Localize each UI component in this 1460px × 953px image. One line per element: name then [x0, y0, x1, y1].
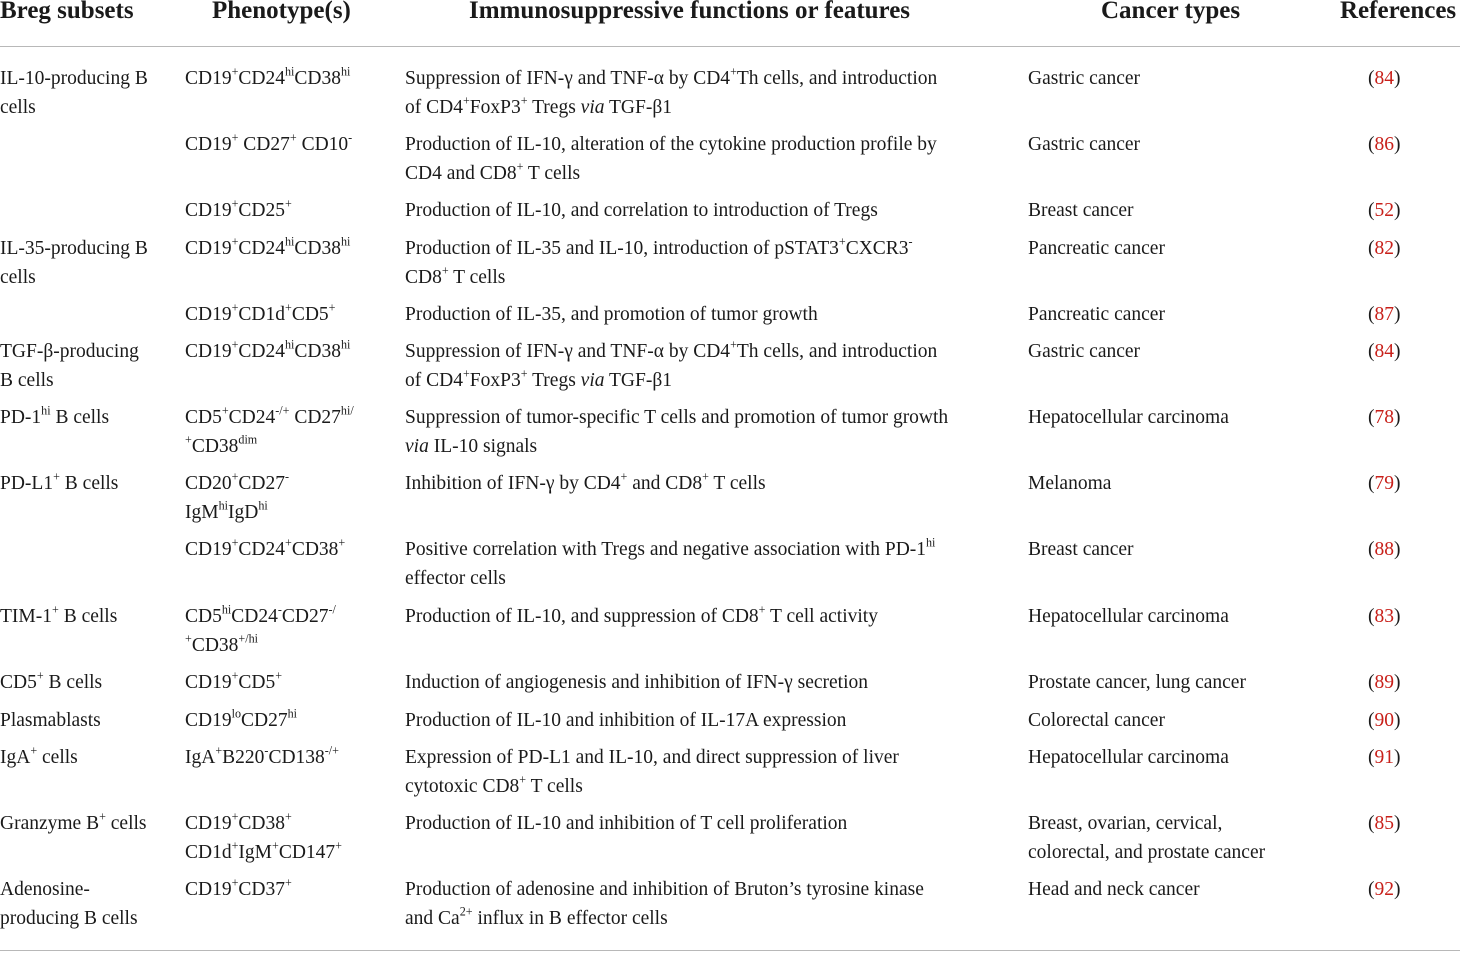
function-cell	[405, 337, 937, 395]
phenotype-cell-line: CD5+CD24-/+ $CD27^{hi/}$	[185, 403, 354, 428]
cancer-type-cell	[1028, 469, 1111, 498]
breg-subset-cell	[0, 706, 101, 735]
phenotype-cell	[185, 706, 297, 735]
reference-link[interactable]: 86	[1374, 134, 1394, 155]
breg-subset-cell	[0, 668, 102, 697]
phenotype-cell-line: CD19+CD37+	[185, 875, 292, 900]
function-cell-line: Suppression of IFN-γ and TNF-α by CD4+Th cells, and introduction	[405, 64, 938, 89]
cancer-type-cell-line: Colorectal cancer	[1028, 710, 1165, 731]
breg-subset-cell-line: producing B cells	[0, 908, 138, 929]
phenotype-cell	[185, 602, 336, 660]
breg-subset-cell-line: TGF-β-producing	[0, 341, 139, 362]
reference-link[interactable]: 85	[1374, 813, 1394, 834]
breg-subset-cell	[0, 469, 118, 498]
reference-link[interactable]: 84	[1374, 68, 1394, 89]
function-cell	[405, 64, 937, 122]
breg-subset-cell-line: Adenosine-	[0, 879, 90, 900]
reference-link[interactable]: 92	[1374, 879, 1394, 900]
cancer-type-cell	[1028, 706, 1165, 735]
cancer-type-cell-line: Gastric cancer	[1028, 134, 1141, 155]
phenotype-cell-line: $CD5^{hi}CD24^-CD27^{-/}$	[185, 602, 336, 627]
reference-link[interactable]: 82	[1374, 238, 1394, 259]
cancer-type-cell	[1028, 602, 1229, 631]
phenotype-cell	[185, 234, 350, 263]
reference-cell: (88)	[1368, 539, 1401, 560]
function-cell-line: Production of IL-10 and inhibition of IL-17A expression	[405, 710, 847, 731]
breg-subset-cell-line: cells	[0, 267, 36, 288]
phenotype-cell	[185, 875, 292, 904]
breg-subset-cell	[0, 64, 148, 122]
function-cell	[405, 130, 937, 188]
cancer-type-cell	[1028, 743, 1229, 772]
cancer-type-cell-line: Gastric cancer	[1028, 341, 1141, 362]
header-cancer-types: Cancer types	[1101, 0, 1241, 24]
cancer-type-cell-line: Head and neck cancer	[1028, 879, 1200, 900]
phenotype-cell-line: $CD19^+CD24^{hi}CD38^{hi}$	[185, 64, 351, 89]
phenotype-cell-line: CD19+CD1d+CD5+	[185, 300, 336, 325]
function-cell-line: of CD4+FoxP3+ Tregs via TGF-β1	[405, 366, 673, 391]
table-header	[0, 0, 1460, 47]
cancer-type-cell	[1028, 668, 1246, 697]
function-cell-line: Production of IL-35 and IL-10, introduction of pSTAT3+CXCR3-	[405, 234, 913, 259]
cancer-type-cell-line: Hepatocellular carcinoma	[1028, 747, 1229, 768]
breg-subset-cell-line: B cells	[0, 370, 54, 391]
breg-subset-cell	[0, 403, 109, 432]
cancer-type-cell	[1028, 300, 1165, 329]
function-cell-line: via IL-10 signals	[405, 436, 538, 457]
reference-link[interactable]: 83	[1374, 606, 1394, 627]
cancer-type-cell	[1028, 196, 1134, 225]
function-cell	[405, 875, 924, 933]
reference-link[interactable]: 88	[1374, 539, 1394, 560]
reference-cell: (92)	[1368, 879, 1401, 900]
reference-link[interactable]: 78	[1374, 407, 1394, 428]
header-functions: Immunosuppressive functions or features	[469, 0, 911, 24]
cancer-type-cell-line: Melanoma	[1028, 473, 1112, 494]
phenotype-cell	[185, 300, 335, 329]
cancer-type-cell	[1028, 337, 1140, 366]
breg-subset-cell-line: IL-35-producing B	[0, 238, 148, 259]
function-cell-line: Suppression of tumor-specific T cells and promotion of tumor growth	[405, 407, 949, 428]
phenotype-cell-line: $CD19^+CD24^{hi}CD38^{hi}$	[185, 337, 351, 362]
cancer-type-cell	[1028, 535, 1134, 564]
function-cell	[405, 706, 846, 735]
breg-subset-cell-line: TIM-1+ B cells	[0, 602, 118, 627]
header-references: References	[1340, 0, 1457, 24]
cancer-type-cell-line: Pancreatic cancer	[1028, 238, 1165, 259]
breg-subset-cell	[0, 337, 139, 395]
cancer-type-cell	[1028, 64, 1140, 93]
reference-link[interactable]: 91	[1374, 747, 1394, 768]
phenotype-cell-line: $^+CD38^{+/hi}$	[185, 631, 258, 656]
function-cell-line: Production of IL-10, and correlation to introduction of Tregs	[405, 200, 878, 221]
phenotype-cell	[185, 64, 350, 93]
function-cell-line: Inhibition of IFN-γ by CD4+ and CD8+ T cells	[405, 469, 766, 494]
breg-subset-cell-line: PD-L1+ B cells	[0, 469, 119, 494]
function-cell-line: Production of IL-10, and suppression of CD8+ T cell activity	[405, 602, 878, 627]
function-cell	[405, 743, 899, 801]
function-cell	[405, 809, 847, 838]
breg-subset-cell-line: IL-10-producing B	[0, 68, 148, 89]
function-cell-line: Production of IL-10 and inhibition of T cell proliferation	[405, 813, 848, 834]
reference-cell: (91)	[1368, 747, 1401, 768]
function-cell	[405, 234, 913, 292]
phenotype-cell-line: CD19+CD24+CD38+	[185, 535, 346, 560]
reference-cell: (89)	[1368, 672, 1401, 693]
cancer-type-cell-line: Prostate cancer, lung cancer	[1028, 672, 1246, 693]
cancer-type-cell-line: Hepatocellular carcinoma	[1028, 606, 1229, 627]
cancer-type-cell-line: Breast cancer	[1028, 200, 1134, 221]
function-cell-line: CD4 and CD8+ T cells	[405, 159, 581, 184]
phenotype-cell	[185, 469, 289, 527]
phenotype-cell-line: IgM$^{hi}$IgD$^{hi}$	[185, 498, 268, 523]
cancer-type-cell-line: Breast cancer	[1028, 539, 1134, 560]
function-cell-line: Production of IL-10, alteration of the cytokine production profile by	[405, 134, 937, 155]
phenotype-cell-line: CD19+CD5+	[185, 668, 283, 693]
phenotype-cell-line: $^+CD38^{dim}$	[185, 432, 258, 457]
header-phenotypes: Phenotype(s)	[212, 0, 351, 24]
function-cell-line: Suppression of IFN-γ and TNF-α by CD4+Th cells, and introduction	[405, 337, 938, 362]
reference-link[interactable]: 84	[1374, 341, 1394, 362]
phenotype-cell	[185, 743, 339, 772]
function-cell-line: effector cells	[405, 568, 506, 589]
function-cell-line: Expression of PD-L1 and IL-10, and direct suppression of liver	[405, 747, 899, 768]
reference-link[interactable]: 90	[1374, 710, 1394, 731]
breg-subset-cell-line: Plasmablasts	[0, 710, 101, 731]
breg-subset-cell	[0, 743, 78, 772]
phenotype-cell-line: IgA+B220-CD138-/+	[185, 743, 339, 768]
function-cell-line: Positive correlation with Tregs and negative association with $PD-1^{hi}$	[405, 535, 936, 560]
reference-cell: (83)	[1368, 606, 1401, 627]
function-cell	[405, 469, 766, 498]
reference-link[interactable]: 87	[1374, 304, 1394, 325]
phenotype-cell	[185, 196, 292, 225]
breg-subset-cell-line: $PD-1^{hi}$ B cells	[0, 403, 110, 428]
breg-subset-cell-line: CD5+ B cells	[0, 668, 103, 693]
breg-subset-cell	[0, 809, 147, 838]
function-cell	[405, 535, 935, 593]
phenotype-cell-line: $CD19^{lo}CD27^{hi}$	[185, 706, 297, 731]
function-cell	[405, 668, 868, 697]
reference-link[interactable]: 52	[1374, 200, 1394, 221]
breg-subset-cell	[0, 602, 117, 631]
cancer-type-cell-line: Pancreatic cancer	[1028, 304, 1165, 325]
function-cell-line: Production of adenosine and inhibition of Bruton’s tyrosine kinase	[405, 879, 924, 900]
bottom-rule	[0, 950, 1460, 951]
phenotype-cell	[185, 668, 282, 697]
reference-cell: (79)	[1368, 473, 1401, 494]
phenotype-cell-line: CD20+CD27-	[185, 469, 290, 494]
reference-cell: (82)	[1368, 238, 1401, 259]
function-cell-line: and $Ca^{2+}$ influx in B effector cells	[405, 904, 668, 929]
cancer-type-cell-line: Breast, ovarian, cervical,	[1028, 813, 1223, 834]
reference-cell: (84)	[1368, 341, 1401, 362]
reference-link[interactable]: 89	[1374, 672, 1394, 693]
breg-subset-cell	[0, 234, 148, 292]
cancer-type-cell-line: Gastric cancer	[1028, 68, 1141, 89]
cancer-type-cell	[1028, 403, 1229, 432]
phenotype-cell-line: CD19+CD25+	[185, 196, 292, 221]
reference-cell: (90)	[1368, 710, 1401, 731]
phenotype-cell	[185, 403, 354, 461]
breg-subset-cell-line: Granzyme B+ cells	[0, 809, 147, 834]
function-cell	[405, 602, 878, 631]
phenotype-cell-line: $CD19^+CD24^{hi}CD38^{hi}$	[185, 234, 351, 259]
cancer-type-cell-line: Hepatocellular carcinoma	[1028, 407, 1229, 428]
function-cell	[405, 300, 818, 329]
function-cell-line: cytotoxic CD8+ T cells	[405, 772, 583, 797]
breg-subset-cell-line: cells	[0, 97, 36, 118]
reference-cell: (85)	[1368, 813, 1401, 834]
cancer-type-cell	[1028, 130, 1140, 159]
phenotype-cell-line: CD19+ CD27+ CD10-	[185, 130, 353, 155]
reference-cell: (78)	[1368, 407, 1401, 428]
phenotype-cell-line: CD19+CD38+	[185, 809, 292, 834]
breg-subset-cell	[0, 875, 138, 933]
reference-cell: (87)	[1368, 304, 1401, 325]
phenotype-cell	[185, 535, 345, 564]
function-cell-line: of CD4+FoxP3+ Tregs via TGF-β1	[405, 93, 673, 118]
phenotype-cell	[185, 130, 352, 159]
reference-cell: (84)	[1368, 68, 1401, 89]
function-cell-line: Induction of angiogenesis and inhibition of IFN-γ secretion	[405, 672, 868, 693]
function-cell	[405, 196, 878, 225]
phenotype-cell	[185, 337, 350, 366]
reference-link[interactable]: 79	[1374, 473, 1394, 494]
header-breg-subsets: Breg subsets	[0, 0, 134, 24]
function-cell-line: Production of IL-35, and promotion of tumor growth	[405, 304, 818, 325]
cancer-type-cell	[1028, 875, 1200, 904]
phenotype-cell-line: CD1d+IgM+CD147+	[185, 838, 342, 863]
phenotype-cell	[185, 809, 342, 867]
breg-subset-cell-line: IgA+ cells	[0, 743, 78, 768]
cancer-type-cell-line: colorectal, and prostate cancer	[1028, 842, 1266, 863]
cancer-type-cell	[1028, 234, 1165, 263]
function-cell-line: CD8+ T cells	[405, 263, 506, 288]
reference-cell: (52)	[1368, 200, 1401, 221]
cancer-type-cell	[1028, 809, 1265, 867]
function-cell	[405, 403, 948, 461]
reference-cell: (86)	[1368, 134, 1401, 155]
